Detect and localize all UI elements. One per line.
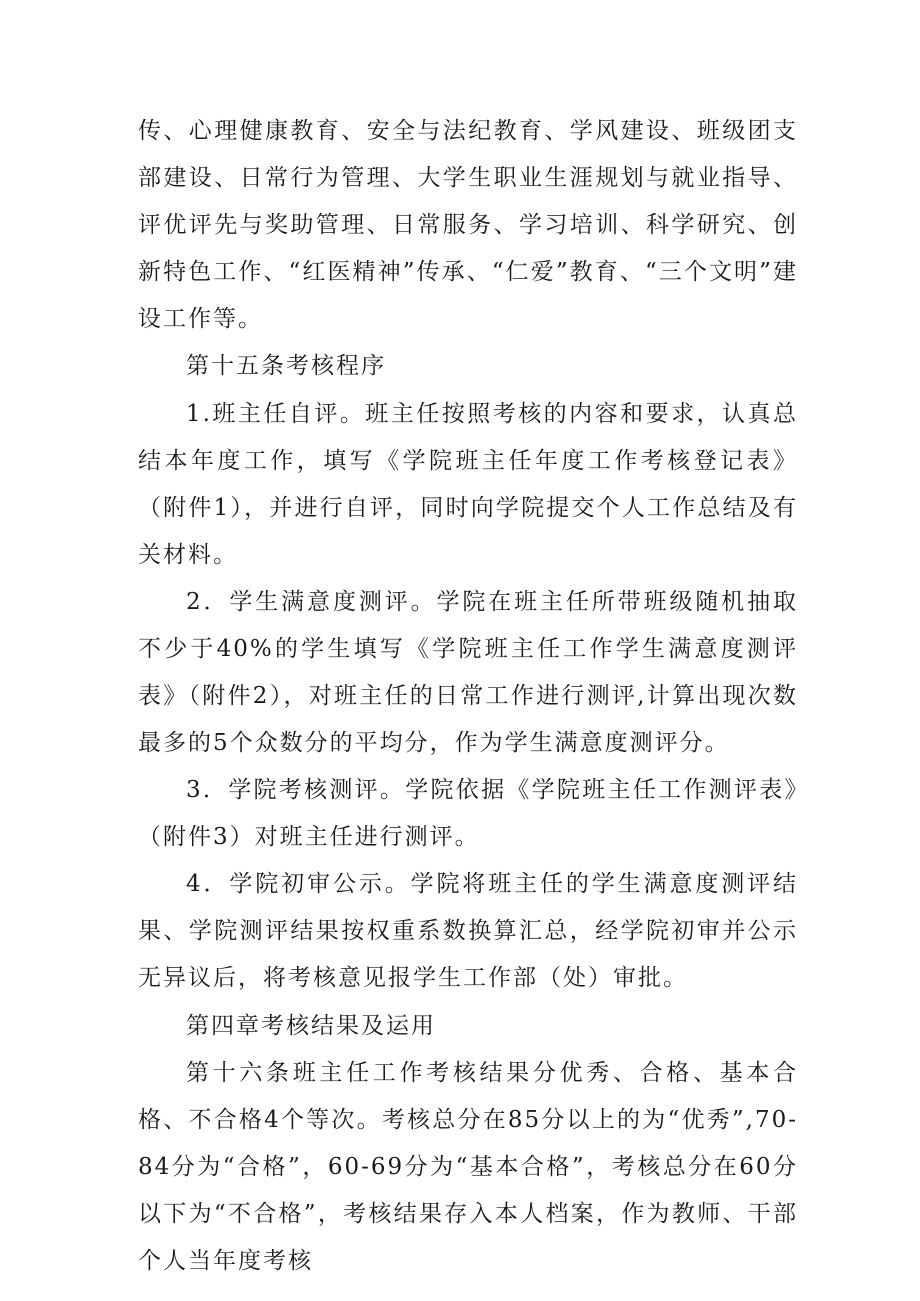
paragraph-continuation: 传、心理健康教育、安全与法纪教育、学风建设、班级团支部建设、日常行为管理、大学生职业生涯规划与就业指导、评优评先与奖助管理、日常服务、学习培训、科学研究、创新特色工作、“红医精神”传承、“仁爱”教育、“三个文明”建设工作等。 (138, 118, 798, 332)
document-body (138, 108, 798, 1285)
article-15-heading: 第十五条考核程序 (186, 353, 386, 380)
step-4-preliminary-review: 4．学院初审公示。学院将班主任的学生满意度测评结果、学院测评结果按权重系数换算汇总，经学院初审并公示无异议后，将考核意见报学生工作部（处）审批。 (138, 871, 798, 992)
chapter-4-heading: 第四章考核结果及运用 (186, 1012, 436, 1039)
step-2-student-satisfaction: 2．学生满意度测评。学院在班主任所带班级随机抽取不少于40%的学生填写《学院班主任工作学生满意度测评表》（附件2），对班主任的日常工作进行测评,计算出现次数最多的5个众数分的平均分，作为学生满意度测评分。 (138, 588, 798, 756)
article-16-paragraph: 第十六条班主任工作考核结果分优秀、合格、基本合格、不合格4个等次。考核总分在85分以上的为“优秀”,70-84分为“合格”，60-69分为“基本合格”，考核总分在60分以下为“不合格”，考核结果存入本人档案，作为教师、干部个人当年度考核 (138, 1060, 798, 1275)
step-1-self-evaluation: 1.班主任自评。班主任按照考核的内容和要求，认真总结本年度工作，填写《学院班主任年度工作考核登记表》（附件1），并进行自评，同时向学院提交个人工作总结及有关材料。 (138, 400, 798, 568)
step-3-college-assessment: 3．学院考核测评。学院依据《学院班主任工作测评表》（附件3）对班主任进行测评。 (138, 777, 798, 851)
